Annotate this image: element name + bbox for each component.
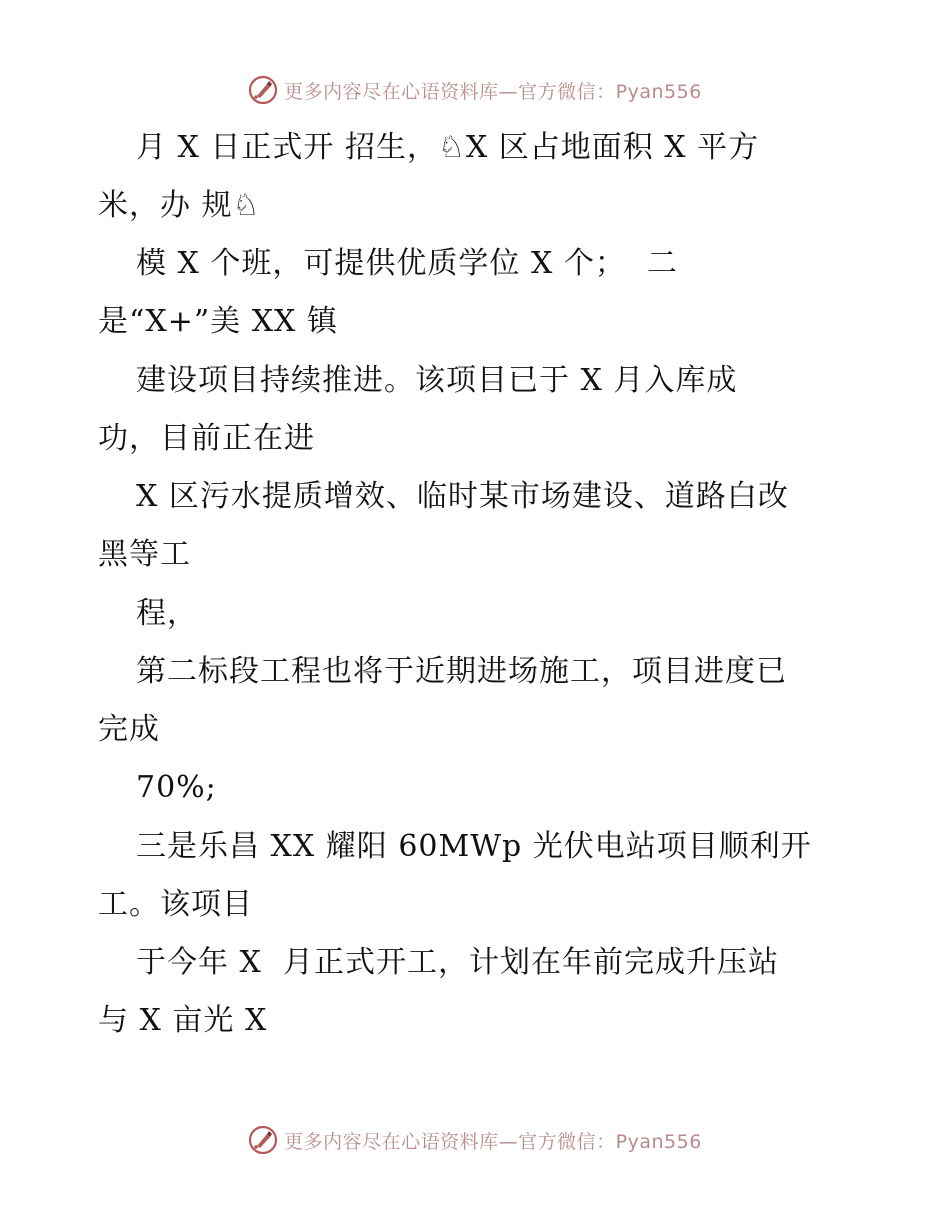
- text-line: 第二标段工程也将于近期进场施工，项目进度已: [136, 654, 787, 689]
- pen-nib-icon: [248, 75, 278, 105]
- text-line: 米，办 规♘: [98, 188, 261, 223]
- text-line: X 区污水提质增效、临时某市场建设、道路白改: [136, 479, 789, 514]
- watermark-text: 更多内容尽在心语资料库—官方微信：Pyan556: [284, 1130, 702, 1153]
- text-line: 建设项目持续推进。该项目已于 X 月入库成: [136, 363, 738, 398]
- text-line: 完成: [98, 712, 160, 747]
- text-line: 与 X 亩光 X: [98, 1003, 268, 1038]
- watermark-text: 更多内容尽在心语资料库—官方微信：Pyan556: [284, 80, 702, 103]
- text-line: 月 X 日正式开 招生，♘X 区占地面积 X 平方: [136, 130, 760, 165]
- text-line: 三是乐昌 XX 耀阳 60MWp 光伏电站项目顺利开: [136, 829, 812, 864]
- text-line: 工。该项目: [98, 887, 253, 922]
- pen-nib-icon: [248, 1125, 278, 1155]
- text-line: 70%;: [136, 770, 217, 805]
- text-line: 是“X+”美 XX 镇: [98, 304, 338, 339]
- header-watermark: [0, 70, 950, 110]
- text-line: 于今年 X 月正式开工，计划在年前完成升压站: [136, 945, 779, 980]
- footer-watermark: [0, 1120, 950, 1160]
- text-line: 程，: [136, 596, 198, 631]
- text-line: 模 X 个班，可提供优质学位 X 个； 二: [136, 246, 678, 281]
- text-line: 黑等工: [98, 537, 191, 572]
- text-line: 功，目前正在进: [98, 421, 315, 456]
